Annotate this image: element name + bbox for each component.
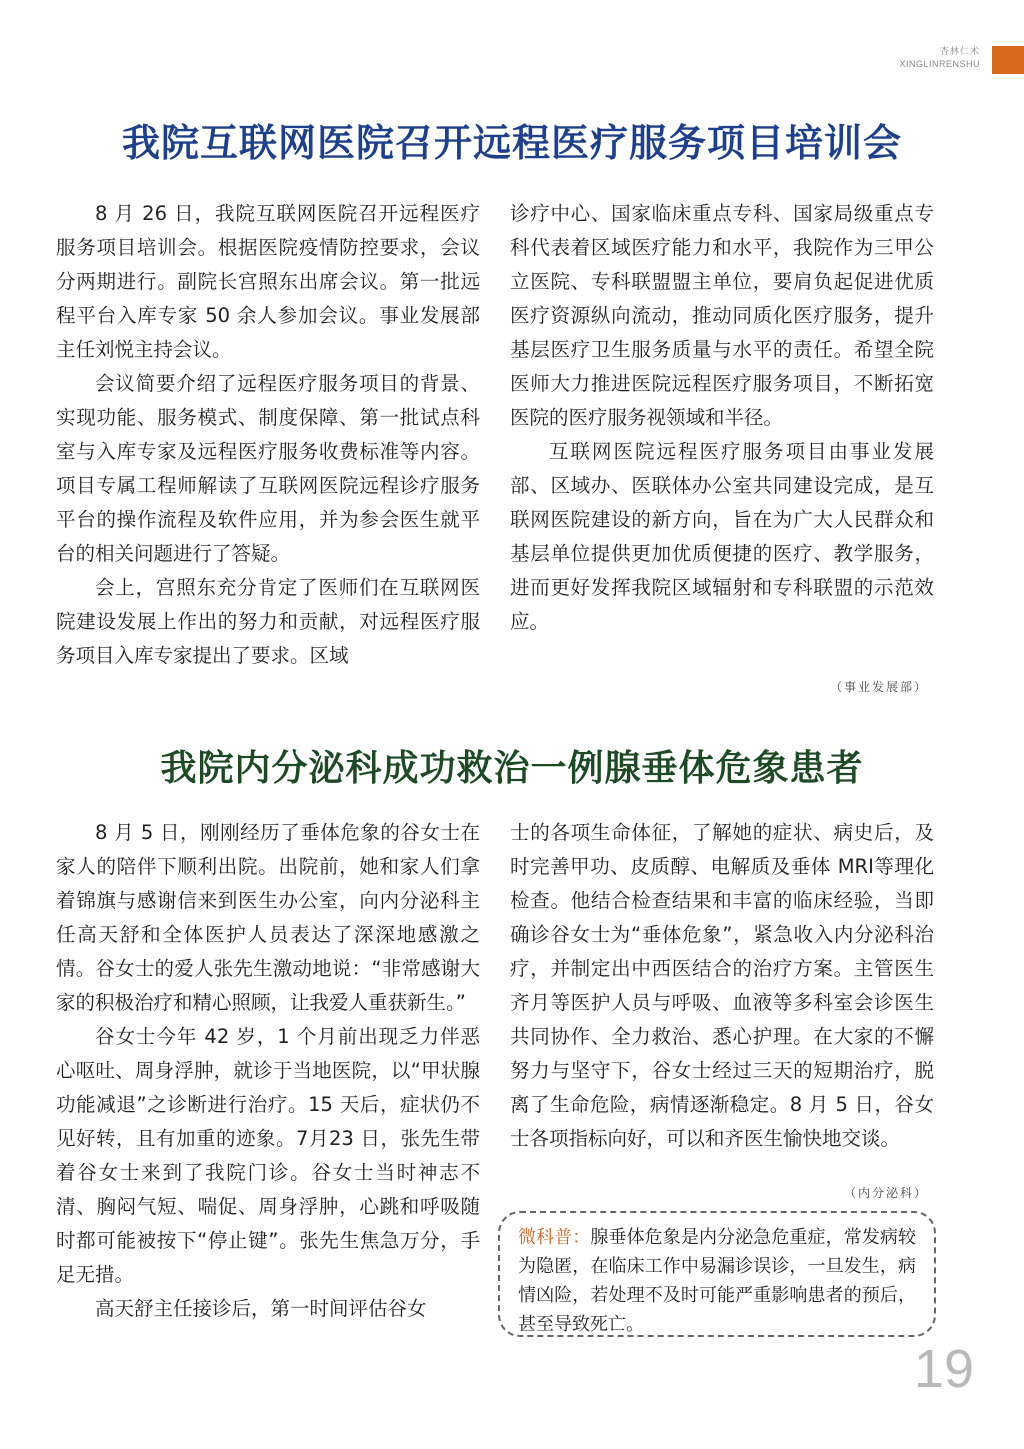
article1-paragraph: 互联网医院远程医疗服务项目由事业发展部、区域办、医联体办公室共同建设完成，是互联网医院建设的新方向，旨在为广大人民群众和基层单位提供更加优质便捷的医疗、教学服务，进而更好发挥我院区域辐射和专科联盟的示范效应。 (510, 440, 934, 633)
section-tab-marker (992, 46, 1024, 74)
article2-paragraph: 8 月 5 日，刚刚经历了垂体危象的谷女士在家人的陪伴下顺利出院。出院前，她和家人们拿着锦旗与感谢信来到医生办公室，向内分泌科主任高天舒和全体医护人员表达了深深地感激之情。谷女士的爱人张先生激动地说：“非常感谢大家的积极治疗和精心照顾，让我爱人重获新生。” (56, 821, 480, 1014)
page-number: 19 (913, 1339, 974, 1399)
article1-title: 我院互联网医院召开远程医疗服务项目培训会 (121, 120, 902, 165)
article1-paragraph: 8 月 26 日，我院互联网医院召开远程医疗服务项目培训会。根据医院疫情防控要求，会议分两期进行。副院长宫照东出席会议。第一批远程平台入库专家 50 余人参加会议。事业发展部主任刘悦主持会议。 (56, 202, 480, 361)
article2-paragraph: 高天舒主任接诊后，第一时间评估谷女 (95, 1297, 427, 1320)
magazine-masthead (899, 44, 980, 69)
article2-title: 我院内分泌科成功救治一例腺垂体危象患者 (160, 747, 864, 789)
masthead-chinese: 杏林仁术 (939, 46, 980, 56)
article2-paragraph: 谷女士今年 42 岁，1 个月前出现乏力伴恶心呕吐、周身浮肿，就诊于当地医院，以“甲状腺功能减退”之诊断进行治疗。15 天后，症状仍不见好转，且有加重的迹象。7月23 日，张先生带着谷女士来到了我院门诊。谷女士当时神志不清、胸闷气短、喘促、周身浮肿，心跳和呼吸随时都可能被按下“停止键”。张先生焦急万分，手足无措。 (56, 1025, 480, 1286)
article1-paragraph: 会议简要介绍了远程医疗服务项目的背景、实现功能、服务模式、制度保障、第一批试点科室与入库专家及远程医疗服务收费标准等内容。项目专属工程师解读了互联网医院远程诊疗服务平台的操作流程及软件应用，并为参会医生就平台的相关问题进行了答疑。 (56, 372, 480, 565)
science-tip-text: 腺垂体危象是内分泌急危重症，常发病较为隐匿，在临床工作中易漏诊误诊，一旦发生，病情凶险，若处理不及时可能严重影响患者的预后，甚至导致死亡。 (518, 1227, 917, 1335)
science-tip-label: 微科普： (518, 1227, 591, 1248)
article1-left-column (56, 197, 480, 673)
article1-paragraph-continued: 诊疗中心、国家临床重点专科、国家局级重点专科代表着区域医疗能力和水平，我院作为三甲公立医院、专科联盟盟主单位，要肩负起促进优质医疗资源纵向流动，推动同质化医疗服务，提升基层医疗卫生服务质量与水平的责任。希望全院医师大力推进医院远程医疗服务项目，不断拓宽医院的医疗服务视领域和半径。 (510, 202, 934, 429)
article1-right-column (510, 197, 934, 639)
masthead-english: XINGLINRENSHU (899, 59, 980, 69)
article1-paragraph: 会上，宫照东充分肯定了医师们在互联网医院建设发展上作出的努力和贡献，对远程医疗服务项目入库专家提出了要求。区域 (56, 576, 480, 667)
article2-source: （内分泌科） (843, 1186, 928, 1200)
article2-right-column (510, 816, 934, 1156)
science-tip-box (498, 1211, 936, 1337)
article2-left-column (56, 816, 480, 1326)
article2-paragraph-continued: 士的各项生命体征，了解她的症状、病史后，及时完善甲功、皮质醇、电解质及垂体 MRI等理化检查。他结合检查结果和丰富的临床经验，当即确诊谷女士为“垂体危象”，紧急收入内分泌科治疗，并制定出中西医结合的治疗方案。主管医生齐月等医护人员与呼吸、血液等多科室会诊医生共同协作、全力救治、悉心护理。在大家的不懈努力与坚守下，谷女士经过三天的短期治疗，脱离了生命危险，病情逐渐稳定。8 月 5 日，谷女士各项指标向好，可以和齐医生愉快地交谈。 (510, 821, 934, 1150)
article1-source: （事业发展部） (829, 680, 928, 694)
